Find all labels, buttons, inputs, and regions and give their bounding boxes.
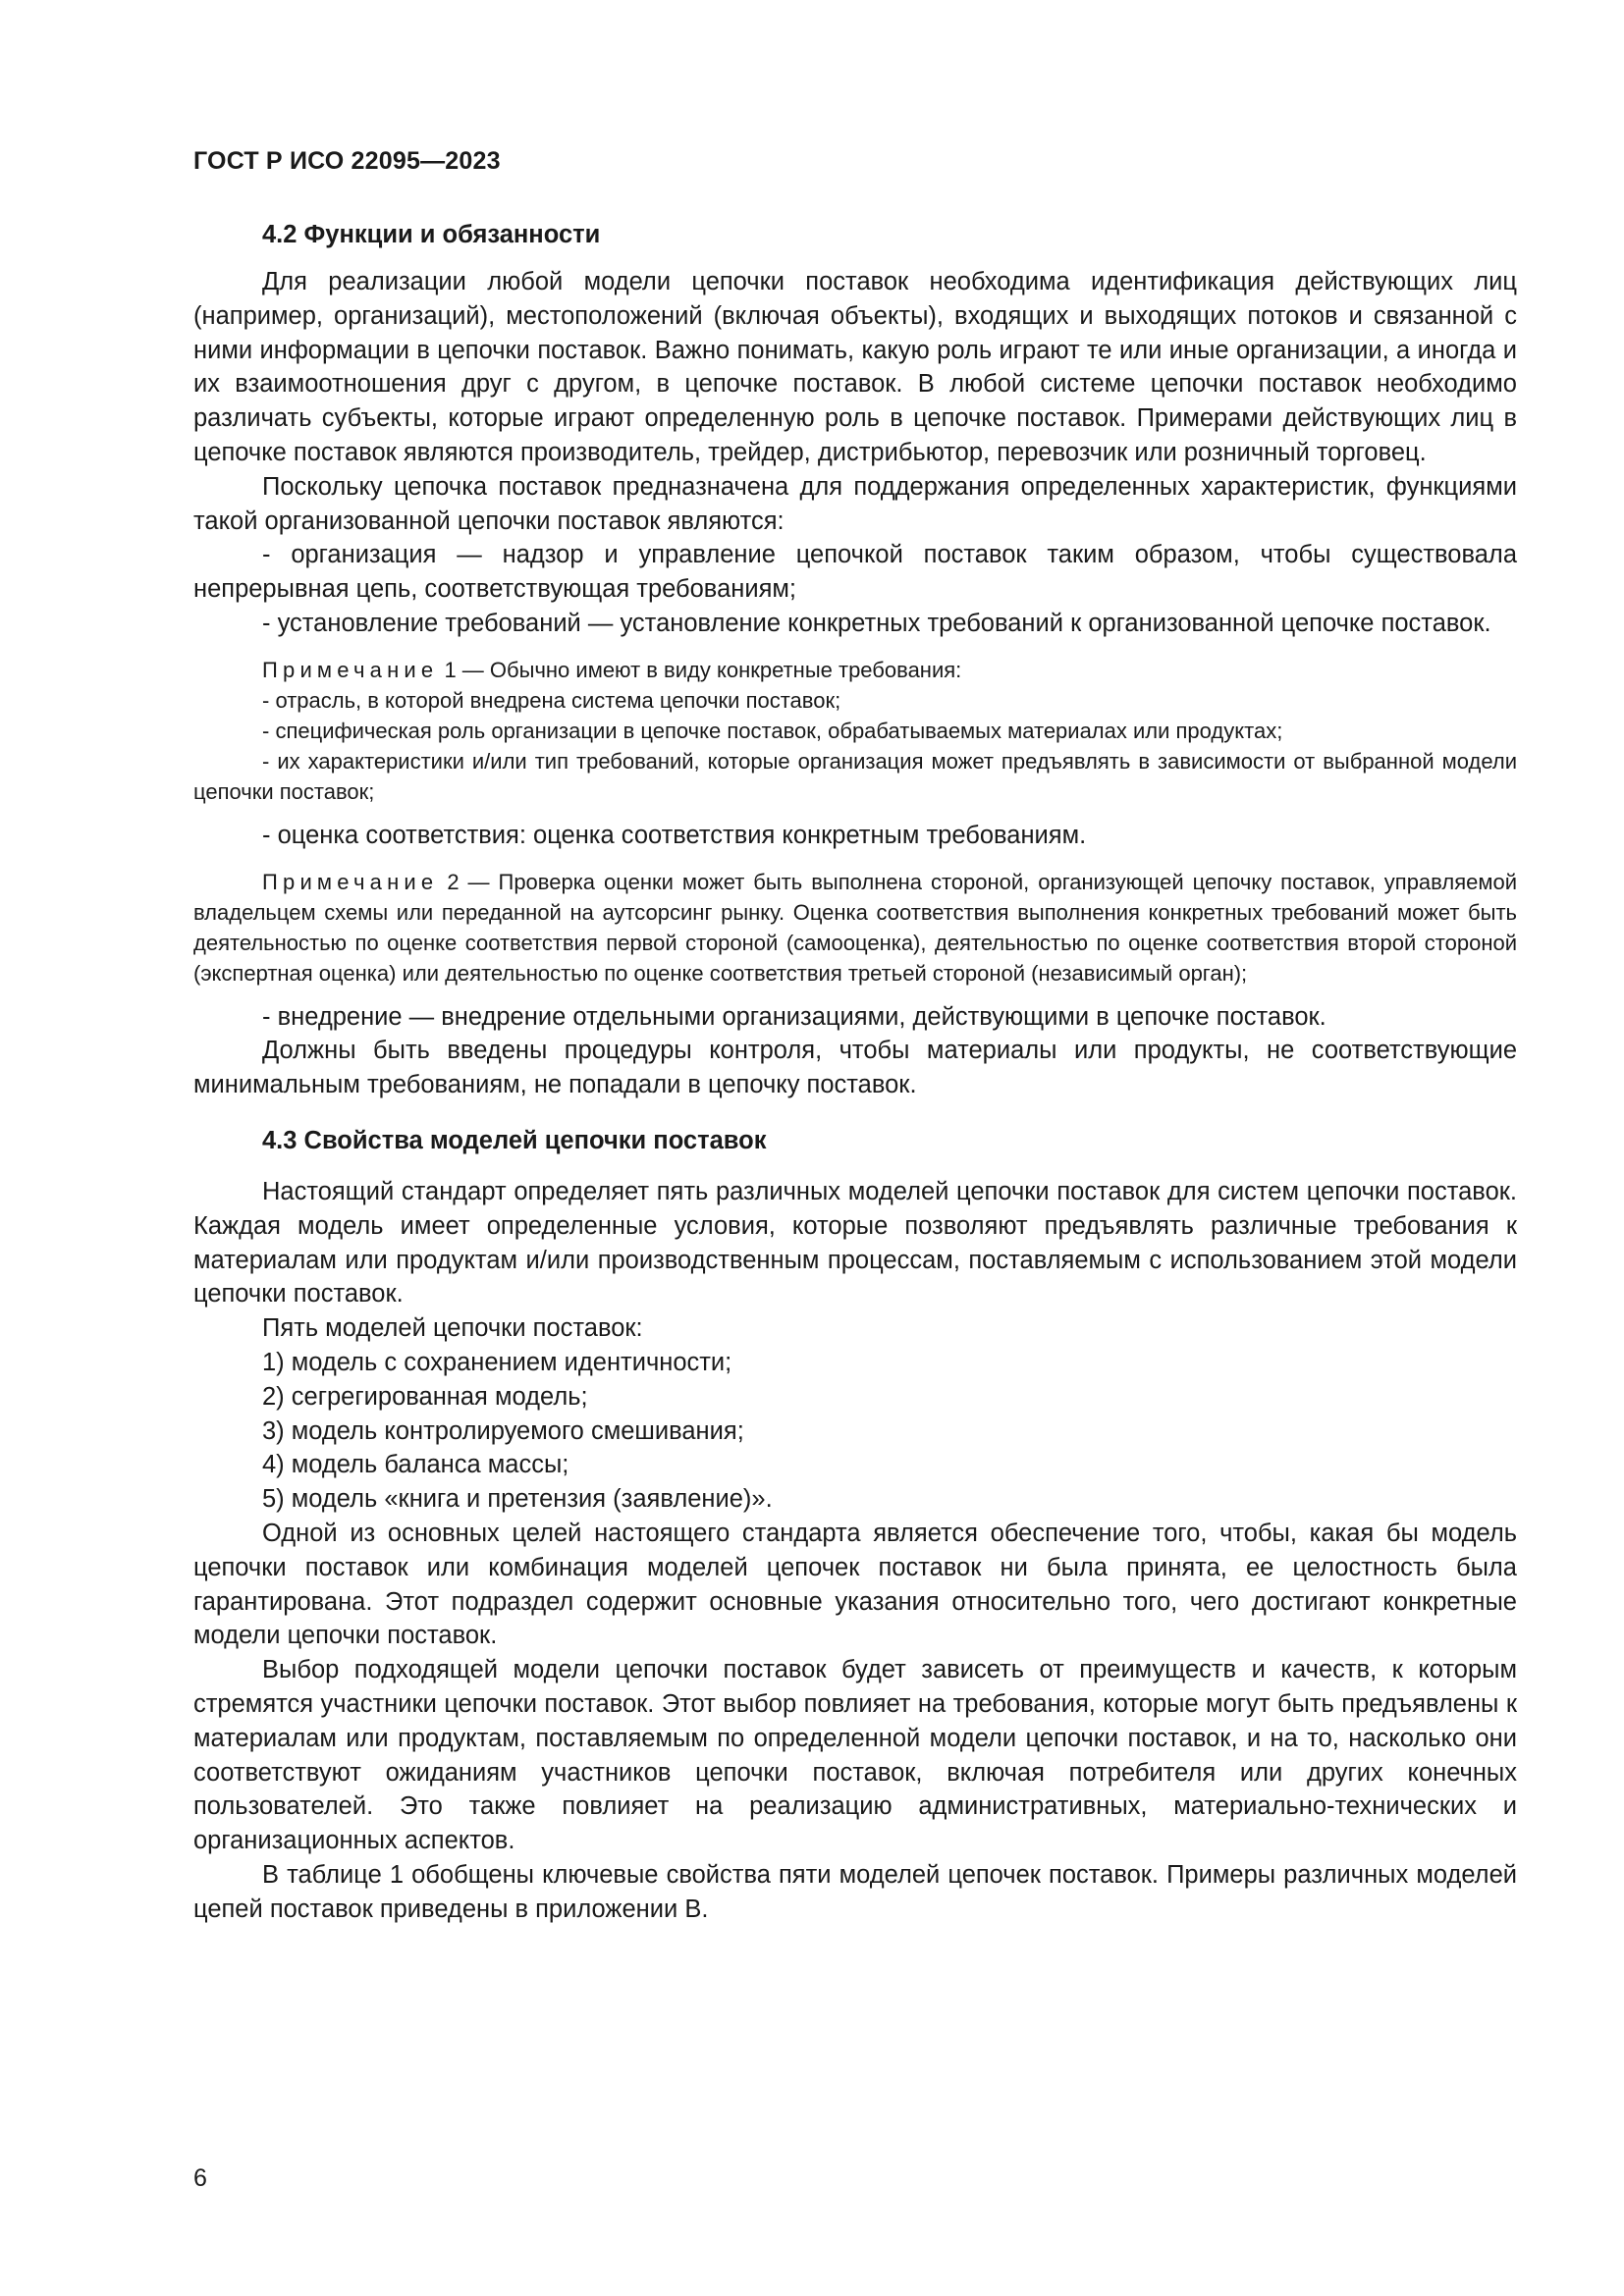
document-body <box>193 218 1517 1926</box>
note-1-label: Примечание <box>262 657 439 682</box>
section-4-3-paragraph-2: Одной из основных целей настоящего стандарта является обеспечение того, чтобы, какая бы модель цепочки поставок или комбинация моделей цепочек поставок ни была принята, ее целостность была гарантирована. Этот подраздел содержит основные указания относительно того, чего достигают конкретные модели цепочки поставок. <box>193 1519 1517 1650</box>
note-1-line-1: - отрасль, в которой внедрена система цепочки поставок; <box>262 687 841 713</box>
function-item-conformity: - оценка соответствия: оценка соответствия конкретным требованиям. <box>262 821 1087 849</box>
section-4-2-paragraph-1: Для реализации любой модели цепочки поставок необходима идентификация действующих лиц (например, организаций), местоположений (включая объекты), входящих и выходящих потоков и связанной с ними информации в цепочки поставок. Важно понимать, какую роль играют те или иные организации, а иногда и их взаимоотношения друг с другом, в цепочке поставок. В любой системе цепочки поставок необходимо различать субъекты, которые играют определенную роль в цепочке поставок. Примерами действующих лиц в цепочке поставок являются производитель, трейдер, дистрибьютор, перевозчик или розничный торговец. <box>193 268 1517 466</box>
note-2 <box>193 867 1517 988</box>
note-2-text: 2 — Проверка оценки может быть выполнена стороной, организующей цепочку поставок, управляемой владельцем схемы или переданной на аутсорсинг рынку. Оценка соответствия выполнения конкретных требований может быть деятельностью по оценке соответствия первой стороной (самооценка), деятельностью по оценке соответствия второй стороной (экспертная оценка) или деятельностью по оценке соответствия третьей стороной (независимый орган); <box>193 869 1517 986</box>
models-list-intro: Пять моделей цепочки поставок: <box>262 1314 643 1343</box>
function-item-implementation: - внедрение — внедрение отдельными организациями, действующими в цепочке поставок. <box>262 1002 1326 1031</box>
model-list-item: 3) модель контролируемого смешивания; <box>262 1416 744 1445</box>
note-1-heading <box>193 655 1517 685</box>
section-4-3-paragraph-4: В таблице 1 обобщены ключевые свойства пяти моделей цепочек поставок. Примеры различных моделей цепей поставок приведены в приложении В. <box>193 1860 1517 1923</box>
section-4-2-title: 4.2 Функции и обязанности <box>262 221 601 248</box>
model-list-item: 5) модель «книга и претензия (заявление)». <box>262 1485 773 1514</box>
note-1-line-3: - их характеристики и/или тип требований, которые организация может предъявлять в зависимости от выбранной модели цепочки поставок; <box>193 748 1517 804</box>
section-4-3-title: 4.3 Свойства моделей цепочки поставок <box>262 1126 767 1154</box>
note-1-text: 1 — Обычно имеют в виду конкретные требования: <box>438 657 962 682</box>
section-4-2-paragraph-2: Поскольку цепочка поставок предназначена для поддержания определенных характеристик, функциями такой организованной цепочки поставок являются: <box>193 472 1517 535</box>
section-4-2-paragraph-3: Должны быть введены процедуры контроля, чтобы материалы или продукты, не соответствующие минимальным требованиям, не попадали в цепочку поставок. <box>193 1037 1517 1099</box>
page-number: 6 <box>193 2164 207 2192</box>
note-2-label: Примечание <box>262 869 439 894</box>
section-4-3-paragraph-1: Настоящий стандарт определяет пять различных моделей цепочки поставок для систем цепочки поставок. Каждая модель имеет определенные условия, которые позволяют предъявлять различные требования к материалам или продуктам и/или производственным процессам, поставляемым с использованием этой модели цепочки поставок. <box>193 1177 1517 1308</box>
note-1-line-2: - специфическая роль организации в цепочке поставок, обрабатываемых материалах или продуктах; <box>262 718 1283 743</box>
note-2-body <box>193 867 1517 988</box>
section-4-3-paragraph-3: Выбор подходящей модели цепочки поставок будет зависеть от преимуществ и качеств, к которым стремятся участники цепочки поставок. Этот выбор повлияет на требования, которые могут быть предъявлены к материалам или продуктам, поставляемым по определенной модели цепочки поставок, и на то, насколько они соответствуют ожиданиям участников цепочки поставок, включая потребителя или других конечных пользователей. Это также повлияет на реализацию административных, материально-технических и организационных аспектов. <box>193 1656 1517 1855</box>
note-1 <box>193 655 1517 807</box>
model-list-item: 2) сегрегированная модель; <box>262 1382 588 1411</box>
document-header: ГОСТ Р ИСО 22095—2023 <box>193 147 501 175</box>
function-item-requirements: - установление требований — установление конкретных требований к организованной цепочке поставок. <box>262 609 1491 637</box>
model-list-item: 1) модель с сохранением идентичности; <box>262 1348 732 1376</box>
model-list-item: 4) модель баланса массы; <box>262 1451 569 1479</box>
function-item-organization: - организация — надзор и управление цепочкой поставок таким образом, чтобы существовала непрерывная цепь, соответствующая требованиям; <box>193 541 1517 604</box>
